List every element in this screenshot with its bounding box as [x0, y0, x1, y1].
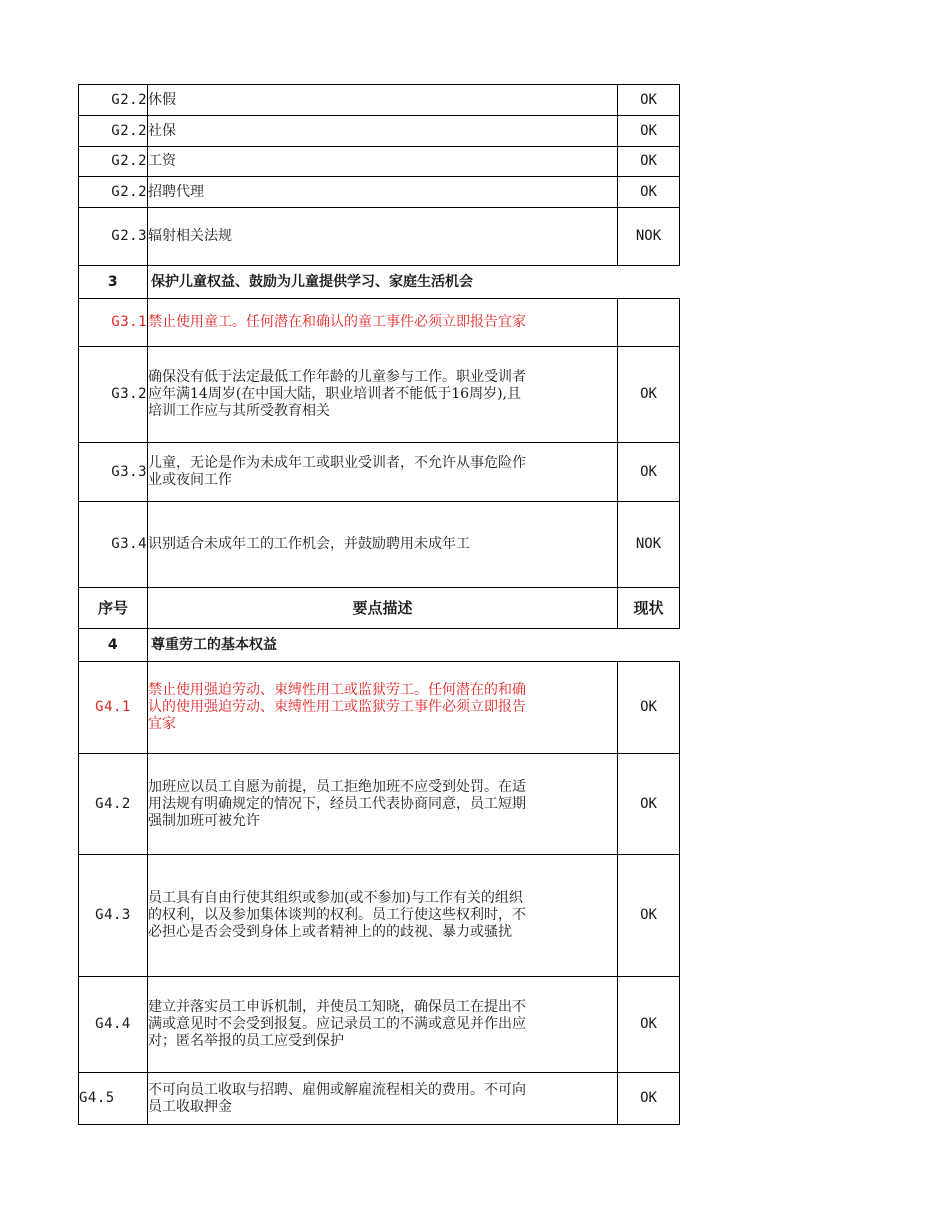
- table-row: [79, 754, 680, 855]
- row-description-text: 儿童，无论是作为未成年工或职业受训者，不允许从事危险作业或夜间工作: [148, 455, 526, 488]
- row-code: G2.2: [79, 147, 148, 177]
- row-description: [148, 347, 618, 443]
- row-status: OK: [618, 177, 680, 208]
- row-status: NOK: [618, 502, 680, 588]
- row-description: [148, 662, 618, 754]
- row-description-text: 确保没有低于法定最低工作年龄的儿童参与工作。职业受训者应年满14周岁(在中国大陆，职业培训者不能低于16周岁),且培训工作应与其所受教育相关: [148, 369, 526, 419]
- row-description: 休假: [148, 85, 618, 116]
- row-description-text: 识别适合未成年工的工作机会，并鼓励聘用未成年工: [148, 536, 470, 552]
- row-code: G2.3: [79, 208, 148, 266]
- row-status: OK: [618, 116, 680, 147]
- row-status: [618, 299, 680, 347]
- table-row: [79, 85, 680, 116]
- table-row: [79, 502, 680, 588]
- table-row: [79, 443, 680, 502]
- row-code: G4.1: [79, 662, 148, 754]
- row-code: G4.4: [79, 977, 148, 1073]
- row-code: G2.2: [79, 177, 148, 208]
- row-description: [148, 443, 618, 502]
- header-code: 序号: [79, 588, 148, 629]
- row-description-text: 禁止使用强迫劳动、束缚性用工或监狱劳工。任何潜在的和确认的使用强迫劳动、束缚性用工或监狱劳工事件必须立即报告宜家: [148, 682, 526, 732]
- row-code: G4.2: [79, 754, 148, 855]
- table-row: [79, 299, 680, 347]
- table-row: [79, 208, 680, 266]
- row-description-text: 员工具有自由行使其组织或参加(或不参加)与工作有关的组织的权利，以及参加集体谈判的权利。员工行使这些权利时，不必担心是否会受到身体上或者精神上的的歧视、暴力或骚扰: [148, 890, 526, 940]
- row-status: OK: [618, 85, 680, 116]
- row-description: [148, 977, 618, 1073]
- row-code: G3.1: [79, 299, 148, 347]
- table-row: [79, 662, 680, 754]
- row-description: 辐射相关法规: [148, 208, 618, 266]
- table-row: [79, 1073, 680, 1125]
- row-description: 工资: [148, 147, 618, 177]
- row-description: [148, 754, 618, 855]
- row-status: OK: [618, 1073, 680, 1125]
- table-row: [79, 147, 680, 177]
- row-status: OK: [618, 147, 680, 177]
- row-description: [148, 855, 618, 977]
- row-code: G2.2: [79, 116, 148, 147]
- row-code: G3.4: [79, 502, 148, 588]
- row-description-text: 建立并落实员工申诉机制，并使员工知晓，确保员工在提出不满或意见时不会受到报复。应记录员工的不满或意见并作出应对；匿名举报的员工应受到保护: [148, 999, 526, 1049]
- row-description: [148, 299, 618, 347]
- row-code: G4.3: [79, 855, 148, 977]
- row-status: OK: [618, 855, 680, 977]
- table-row: [79, 116, 680, 147]
- row-code: G2.2: [79, 85, 148, 116]
- row-description-text: 禁止使用童工。任何潜在和确认的童工事件必须立即报告宜家: [148, 314, 526, 330]
- row-description: [148, 502, 618, 588]
- row-description-text: 不可向员工收取与招聘、雇佣或解雇流程相关的费用。不可向员工收取押金: [148, 1081, 526, 1115]
- row-description: 招聘代理: [148, 177, 618, 208]
- section-title: 保护儿童权益、鼓励为儿童提供学习、家庭生活机会: [148, 266, 680, 299]
- row-status: OK: [618, 347, 680, 443]
- row-status: OK: [618, 443, 680, 502]
- row-code: G4.5: [79, 1073, 148, 1125]
- row-code: G3.2: [79, 347, 148, 443]
- table-row: [79, 977, 680, 1073]
- header-status: 现状: [618, 588, 680, 629]
- checklist-table: [78, 84, 680, 1125]
- section-number: 4: [79, 629, 148, 662]
- row-status: NOK: [618, 208, 680, 266]
- section-row: [79, 629, 680, 662]
- row-status: OK: [618, 754, 680, 855]
- row-status: OK: [618, 662, 680, 754]
- section-title: 尊重劳工的基本权益: [148, 629, 680, 662]
- table-row: [79, 347, 680, 443]
- header-description: 要点描述: [148, 588, 618, 629]
- section-number: 3: [79, 266, 148, 299]
- row-code: G3.3: [79, 443, 148, 502]
- row-description-text: 加班应以员工自愿为前提，员工拒绝加班不应受到处罚。在适用法规有明确规定的情况下，经员工代表协商同意，员工短期强制加班可被允许: [148, 778, 526, 829]
- header-row: [79, 588, 680, 629]
- table-row: [79, 177, 680, 208]
- row-status: OK: [618, 977, 680, 1073]
- row-description: 社保: [148, 116, 618, 147]
- section-row: [79, 266, 680, 299]
- row-description: [148, 1073, 618, 1125]
- table-row: [79, 855, 680, 977]
